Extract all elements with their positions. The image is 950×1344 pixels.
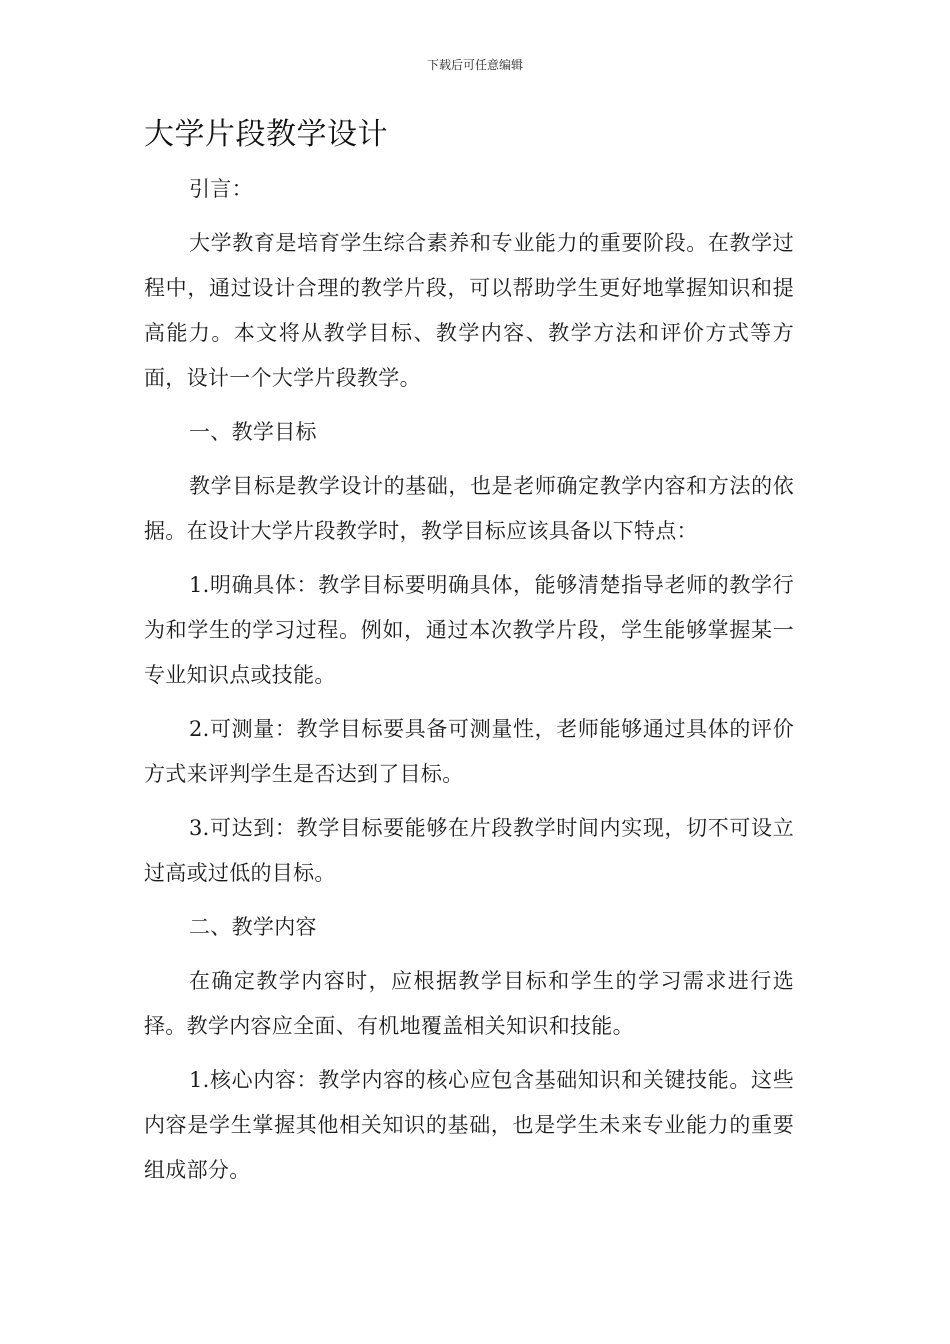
section-heading-content: 二、教学内容 (189, 915, 317, 939)
list-item-content-1: 1.核心内容：教学内容的核心应包含基础知识和关键技能。这些内容是学生掌握其他相关知识的基础，也是学生未来专业能力的重要组成部分。 (144, 1068, 794, 1182)
list-item-goal-2: 2.可测量：教学目标要具备可测量性，老师能够通过具体的评价方式来评判学生是否达到了目标。 (144, 717, 794, 786)
document-title: 大学片段教学设计 (144, 117, 388, 152)
section-heading-goals: 一、教学目标 (189, 420, 317, 444)
list-item-goal-3: 3.可达到：教学目标要能够在片段教学时间内实现，切不可设立过高或过低的目标。 (144, 816, 794, 885)
paragraph-intro: 大学教育是培育学生综合素养和专业能力的重要阶段。在教学过程中，通过设计合理的教学片段，可以帮助学生更好地掌握知识和提高能力。本文将从教学目标、教学内容、教学方法和评价方式等方面，设计一个大学片段教学。 (144, 231, 794, 390)
paragraph-goals: 教学目标是教学设计的基础，也是老师确定教学内容和方法的依据。在设计大学片段教学时，教学目标应该具备以下特点： (144, 474, 794, 543)
list-item-goal-1: 1.明确具体：教学目标要明确具体，能够清楚指导老师的教学行为和学生的学习过程。例如，通过本次教学片段，学生能够掌握某一专业知识点或技能。 (144, 573, 794, 687)
header-note: 下载后可任意编辑 (426, 58, 523, 72)
paragraph-content: 在确定教学内容时，应根据教学目标和学生的学习需求进行选择。教学内容应全面、有机地覆盖相关知识和技能。 (144, 969, 794, 1038)
paragraph-intro-label: 引言： (189, 177, 253, 201)
document-body (144, 167, 794, 1202)
